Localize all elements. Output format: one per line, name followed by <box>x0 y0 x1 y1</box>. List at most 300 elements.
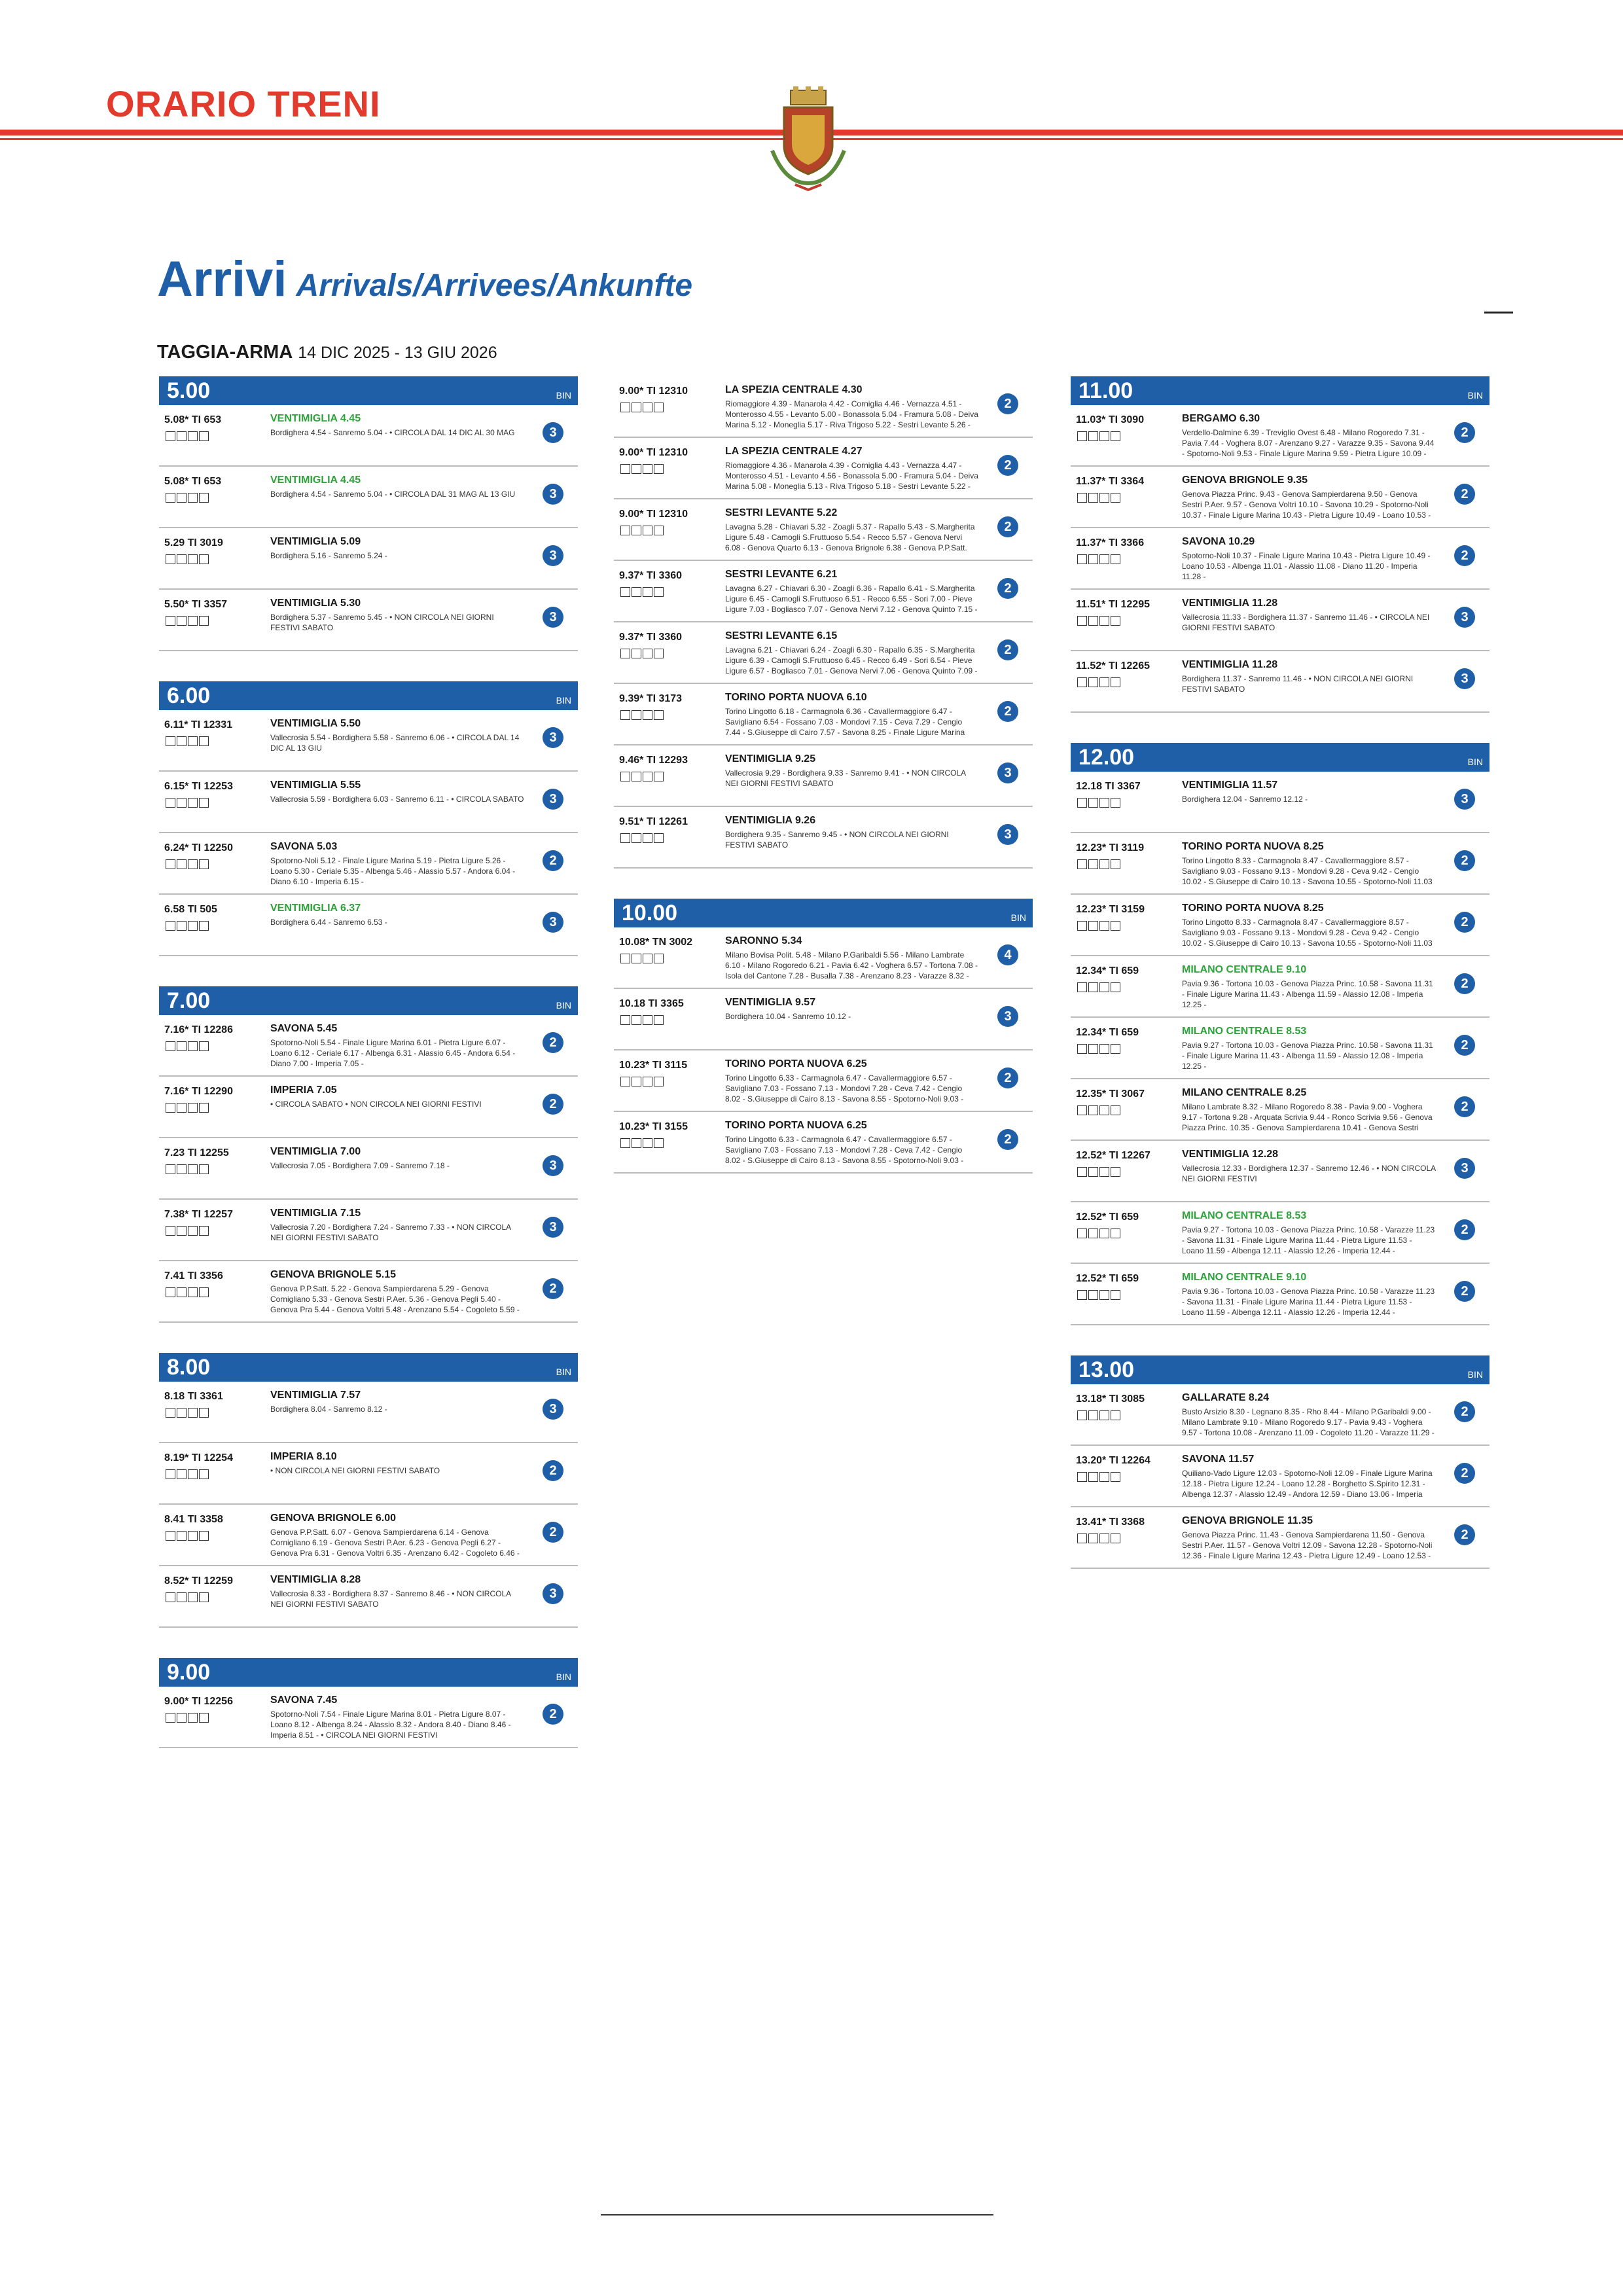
train-entry <box>614 807 1033 869</box>
service-icon <box>1111 431 1120 441</box>
arrival-time-train: 9.00* TI 12310 <box>619 509 688 520</box>
origin-station: GENOVA BRIGNOLE 6.00 <box>270 1513 397 1524</box>
service-icon <box>166 1287 175 1297</box>
service-icon <box>1077 1472 1087 1482</box>
origin-station: SAVONA 10.29 <box>1182 536 1255 547</box>
hour-label: 13.00 <box>1079 1357 1135 1382</box>
service-icon <box>1099 1105 1109 1115</box>
service-icon <box>166 431 175 441</box>
service-icon <box>1111 616 1120 626</box>
service-icons <box>1077 921 1130 936</box>
service-icon <box>166 493 175 503</box>
platform-badge: 2 <box>997 1067 1018 1088</box>
service-icons <box>166 798 218 813</box>
service-icon <box>643 710 652 720</box>
train-entry <box>1071 895 1489 956</box>
train-entry <box>159 895 578 956</box>
service-icon <box>643 403 652 412</box>
arrival-time-train: 6.11* TI 12331 <box>164 719 233 730</box>
intermediate-stops: Vallecrosia 7.05 - Bordighera 7.09 - Sanremo 7.18 - <box>270 1161 450 1170</box>
platform-badge: 3 <box>543 1217 563 1238</box>
train-entry <box>159 772 578 833</box>
intermediate-stops: Vallecrosia 5.59 - Bordighera 6.03 - Sanremo 6.11 - • CIRCOLA SABATO <box>270 795 524 804</box>
service-icon <box>177 1713 187 1723</box>
train-entry <box>1071 1446 1489 1507</box>
train-entry <box>614 745 1033 807</box>
intermediate-stops: Vallecrosia 9.29 - Bordighera 9.33 - Sanremo 9.41 - • NON CIRCOLA NEI GIORNI FESTIVI SABATO <box>725 768 966 788</box>
service-icons <box>620 1077 673 1092</box>
service-icon <box>199 1164 209 1174</box>
hour-band <box>1071 743 1489 772</box>
service-icons <box>166 921 218 936</box>
arrival-time-train: 9.37* TI 3360 <box>619 570 683 581</box>
service-icon <box>654 1138 664 1148</box>
train-entry <box>159 1505 578 1566</box>
service-icon <box>1111 1167 1120 1177</box>
hour-band <box>159 1658 578 1687</box>
intermediate-stops: Bordighera 6.44 - Sanremo 6.53 - <box>270 918 387 927</box>
service-icon <box>654 833 664 843</box>
arrival-time-train: 9.00* TI 12256 <box>164 1696 233 1707</box>
service-icon <box>166 859 175 869</box>
service-icon <box>1077 859 1087 869</box>
origin-station: MILANO CENTRALE 8.25 <box>1182 1087 1307 1098</box>
service-icon <box>177 1531 187 1541</box>
page-title: ORARIO TRENI <box>106 83 381 124</box>
origin-station: VENTIMIGLIA 5.55 <box>270 780 361 791</box>
platform-badge: 2 <box>997 639 1018 660</box>
train-entry <box>159 1261 578 1323</box>
service-icon <box>188 1408 198 1418</box>
platform-badge: 2 <box>543 1278 563 1299</box>
platform-badge: 2 <box>1454 1281 1475 1302</box>
train-entry <box>1071 1264 1489 1325</box>
service-icons <box>1077 1105 1130 1121</box>
arrival-time-train: 12.34* TI 659 <box>1076 1027 1139 1038</box>
service-icon <box>1077 1290 1087 1300</box>
service-icon <box>166 1469 175 1479</box>
intermediate-stops: Torino Lingotto 6.33 - Carmagnola 6.47 - Cavallermaggiore 6.57 - Savigliano 7.03 - Fossano 7.13 - Mondovi 7.28 - Ceva 7.42 - Cengio 8.02 - S.Giuseppe di Cairo 8.13 - Savona 8.55 - Spotorno-Noli 9.03 - <box>725 1135 964 1165</box>
service-icon <box>1099 1410 1109 1420</box>
origin-station: TORINO PORTA NUOVA 6.25 <box>725 1058 867 1069</box>
origin-station: VENTIMIGLIA 8.28 <box>270 1574 361 1585</box>
arrival-time-train: 11.37* TI 3366 <box>1076 537 1145 548</box>
footer-rule <box>601 2214 993 2215</box>
service-icon <box>188 1592 198 1602</box>
service-icon <box>177 736 187 746</box>
service-icon <box>632 833 641 843</box>
service-icons <box>166 1408 218 1423</box>
hour-label: 7.00 <box>167 988 211 1013</box>
intermediate-stops: Verdello-Dalmine 6.39 - Treviglio Ovest 6.48 - Milano Rogoredo 7.31 - Pavia 7.44 - Voghera 8.07 - Arenzano 9.27 - Varazze 9.35 - Savona 9.44 - Spotorno-Noli 9.53 - Finale Ligure Marina 9.59 - Pietra Ligure 10.09 - <box>1182 428 1435 458</box>
origin-station: TORINO PORTA NUOVA 6.10 <box>725 692 867 703</box>
service-icon <box>643 833 652 843</box>
service-icon <box>620 1138 630 1148</box>
intermediate-stops: Genova Piazza Princ. 9.43 - Genova Sampierdarena 9.50 - Genova Sestri P.Aer. 9.57 - Genova Voltri 10.10 - Savona 10.29 - Spotorno-Noli 10.37 - Finale Ligure Marina 10.43 - Pietra Ligure 10.49 - Loano 10.53 - <box>1182 490 1431 520</box>
arrival-time-train: 10.23* TI 3155 <box>619 1121 688 1132</box>
platform-badge: 2 <box>543 1094 563 1115</box>
train-entry <box>159 1077 578 1138</box>
train-entry <box>159 1443 578 1505</box>
service-icon <box>632 710 641 720</box>
service-icons <box>166 1041 218 1056</box>
train-entry <box>1071 1141 1489 1202</box>
intermediate-stops: Torino Lingotto 6.18 - Carmagnola 6.36 - Cavallermaggiore 6.47 - Savigliano 6.54 - Fossano 7.03 - Mondovi 7.15 - Ceva 7.29 - Cengio 7.44 - S.Giuseppe di Cairo 7.57 - Savona 8.25 - Finale Ligure Marina <box>725 707 965 737</box>
service-icon <box>1111 1044 1120 1054</box>
platform-badge: 2 <box>543 1032 563 1053</box>
service-icon <box>1088 677 1098 687</box>
platform-column-label: BIN <box>556 1672 571 1682</box>
hour-label: 6.00 <box>167 683 211 708</box>
hour-label: 10.00 <box>622 901 678 925</box>
service-icon <box>1111 921 1120 931</box>
service-icons <box>620 1138 673 1153</box>
origin-station: MILANO CENTRALE 9.10 <box>1182 964 1307 975</box>
service-icons <box>1077 493 1130 508</box>
origin-station: SESTRI LEVANTE 6.15 <box>725 630 838 641</box>
origin-station: VENTIMIGLIA 4.45 <box>270 413 361 424</box>
arrival-time-train: 9.46* TI 12293 <box>619 755 688 766</box>
service-icon <box>1088 798 1098 808</box>
service-icon <box>177 554 187 564</box>
service-icon <box>1088 616 1098 626</box>
service-icons <box>620 1015 673 1030</box>
service-icon <box>1077 616 1087 626</box>
service-icons <box>620 403 673 418</box>
intermediate-stops: Pavia 9.36 - Tortona 10.03 - Genova Piazza Princ. 10.58 - Varazze 11.23 - Savona 11.31 - Finale Ligure Marina 11.44 - Pietra Ligure 11.53 - Loano 11.59 - Albenga 12.11 - Alassio 12.26 - Imperia 12.44 - <box>1182 1287 1435 1317</box>
service-icon <box>1111 798 1120 808</box>
section-title <box>157 251 692 308</box>
service-icon <box>188 1469 198 1479</box>
service-icon <box>632 772 641 781</box>
arrival-time-train: 12.23* TI 3119 <box>1076 842 1145 853</box>
train-entry <box>1071 651 1489 713</box>
intermediate-stops: Bordighera 9.35 - Sanremo 9.45 - • NON CIRCOLA NEI GIORNI FESTIVI SABATO <box>725 830 949 850</box>
service-icon <box>1111 982 1120 992</box>
service-icon <box>632 1077 641 1086</box>
service-icon <box>166 736 175 746</box>
train-entry <box>159 405 578 467</box>
origin-station: VENTIMIGLIA 12.28 <box>1182 1149 1278 1160</box>
arrival-time-train: 13.18* TI 3085 <box>1076 1393 1145 1405</box>
platform-badge: 3 <box>997 1006 1018 1027</box>
platform-badge: 2 <box>1454 1219 1475 1240</box>
service-icon <box>1099 859 1109 869</box>
train-entry <box>614 622 1033 684</box>
origin-station: BERGAMO 6.30 <box>1182 413 1260 424</box>
service-icon <box>1099 921 1109 931</box>
train-entry <box>159 528 578 590</box>
hour-label: 12.00 <box>1079 745 1135 770</box>
service-icon <box>654 526 664 535</box>
platform-column-label: BIN <box>556 1367 571 1377</box>
platform-column-label: BIN <box>1467 390 1483 401</box>
service-icon <box>199 1469 209 1479</box>
service-icons <box>1077 1044 1130 1059</box>
service-icon <box>620 403 630 412</box>
arrival-time-train: 12.23* TI 3159 <box>1076 904 1145 915</box>
service-icon <box>643 1015 652 1025</box>
hour-band <box>159 376 578 405</box>
service-icons <box>620 526 673 541</box>
intermediate-stops: Spotorno-Noli 10.37 - Finale Ligure Marina 10.43 - Pietra Ligure 10.49 - Loano 10.53 - Albenga 11.01 - Alassio 11.08 - Diano 11.20 - Imperia 11.28 - <box>1182 551 1431 581</box>
service-icon <box>654 587 664 597</box>
platform-badge: 3 <box>997 824 1018 845</box>
service-icon <box>177 1592 187 1602</box>
intermediate-stops: Bordighera 5.16 - Sanremo 5.24 - <box>270 551 387 560</box>
arrival-time-train: 12.52* TI 12267 <box>1076 1150 1150 1161</box>
service-icon <box>620 587 630 597</box>
service-icons <box>166 1226 218 1241</box>
service-icon <box>188 493 198 503</box>
service-icons <box>1077 1534 1130 1549</box>
platform-badge: 3 <box>543 484 563 505</box>
service-icon <box>1111 1290 1120 1300</box>
platform-badge: 2 <box>1454 912 1475 933</box>
service-icon <box>188 1531 198 1541</box>
intermediate-stops: Vallecrosia 12.33 - Bordighera 12.37 - Sanremo 12.46 - • NON CIRCOLA NEI GIORNI FESTIVI <box>1182 1164 1436 1183</box>
section-title-main: Arrivi <box>157 251 287 307</box>
service-icon <box>166 1164 175 1174</box>
service-icon <box>1077 1105 1087 1115</box>
service-icon <box>620 833 630 843</box>
service-icon <box>177 1164 187 1174</box>
service-icon <box>1111 493 1120 503</box>
intermediate-stops: Bordighera 12.04 - Sanremo 12.12 - <box>1182 795 1308 804</box>
arrival-time-train: 9.39* TI 3173 <box>619 693 683 704</box>
platform-badge: 2 <box>1454 1401 1475 1422</box>
train-entry <box>614 1050 1033 1112</box>
service-icon <box>1077 677 1087 687</box>
service-icon <box>188 1103 198 1113</box>
service-icon <box>643 464 652 474</box>
intermediate-stops: Lavagna 6.27 - Chiavari 6.30 - Zoagli 6.36 - Rapallo 6.41 - S.Margherita Ligure 6.45 - Camogli S.Fruttuoso 6.51 - Recco 6.55 - Sori 7.00 - Pieve Ligure 7.03 - Bogliasco 7.07 - Genova Nervi 7.12 - Genova Quinto 7.15 - <box>725 584 978 614</box>
platform-badge: 2 <box>1454 1463 1475 1484</box>
arrival-time-train: 13.20* TI 12264 <box>1076 1455 1150 1466</box>
service-icon <box>643 526 652 535</box>
arrival-time-train: 8.52* TI 12259 <box>164 1575 233 1587</box>
platform-badge: 2 <box>1454 1096 1475 1117</box>
service-icon <box>632 1138 641 1148</box>
platform-badge: 2 <box>1454 1524 1475 1545</box>
divider <box>1484 312 1513 314</box>
service-icons <box>1077 1410 1130 1426</box>
arrival-time-train: 11.52* TI 12265 <box>1076 660 1150 672</box>
service-icon <box>632 954 641 963</box>
platform-badge: 3 <box>543 545 563 566</box>
platform-badge: 2 <box>1454 484 1475 505</box>
service-icon <box>1088 921 1098 931</box>
service-icon <box>166 798 175 808</box>
platform-badge: 2 <box>997 393 1018 414</box>
arrival-time-train: 10.18 TI 3365 <box>619 998 684 1009</box>
platform-badge: 3 <box>543 1583 563 1604</box>
service-icon <box>188 1041 198 1051</box>
service-icon <box>1088 431 1098 441</box>
intermediate-stops: • NON CIRCOLA NEI GIORNI FESTIVI SABATO <box>270 1466 440 1475</box>
service-icons <box>620 710 673 725</box>
arrival-time-train: 7.16* TI 12290 <box>164 1086 233 1097</box>
service-icon <box>1088 554 1098 564</box>
train-entry <box>159 467 578 528</box>
service-icons <box>1077 1472 1130 1487</box>
service-icon <box>199 1226 209 1236</box>
train-entry <box>1071 1384 1489 1446</box>
origin-station: MILANO CENTRALE 8.53 <box>1182 1210 1307 1221</box>
arrival-time-train: 11.37* TI 3364 <box>1076 476 1145 487</box>
origin-station: SAVONA 5.03 <box>270 841 338 852</box>
train-entry <box>614 499 1033 561</box>
arrival-time-train: 7.16* TI 12286 <box>164 1024 233 1035</box>
intermediate-stops: Milano Bovisa Polit. 5.48 - Milano P.Garibaldi 5.56 - Milano Lambrate 6.10 - Milano Rogoredo 6.21 - Pavia 6.42 - Voghera 6.57 - Tortona 7.08 - Isola del Cantone 7.28 - Busalla 7.38 - Arenzano 8.23 - Varazze 8.32 - <box>725 950 978 980</box>
origin-station: TORINO PORTA NUOVA 6.25 <box>725 1120 867 1131</box>
hour-label: 9.00 <box>167 1660 211 1685</box>
service-icon <box>166 1531 175 1541</box>
service-icon <box>177 1103 187 1113</box>
service-icon <box>188 798 198 808</box>
service-icon <box>188 1226 198 1236</box>
origin-station: GENOVA BRIGNOLE 11.35 <box>1182 1515 1313 1526</box>
train-entry <box>614 684 1033 745</box>
origin-station: VENTIMIGLIA 7.00 <box>270 1146 361 1157</box>
service-icon <box>1088 493 1098 503</box>
service-icons <box>1077 1167 1130 1182</box>
arrival-time-train: 12.52* TI 659 <box>1076 1211 1139 1223</box>
service-icons <box>166 859 218 874</box>
service-icon <box>620 464 630 474</box>
intermediate-stops: Spotorno-Noli 5.12 - Finale Ligure Marina 5.19 - Pietra Ligure 5.26 - Loano 5.30 - Ceriale 5.35 - Albenga 5.46 - Alassio 5.57 - Andora 6.04 - Diano 6.10 - Imperia 6.15 - <box>270 856 516 886</box>
platform-column-label: BIN <box>1467 757 1483 767</box>
platform-badge: 2 <box>1454 422 1475 443</box>
service-icon <box>1111 1229 1120 1238</box>
service-icon <box>177 1469 187 1479</box>
train-entry <box>1071 1202 1489 1264</box>
service-icons <box>1077 1229 1130 1244</box>
intermediate-stops: Vallecrosia 11.33 - Bordighera 11.37 - Sanremo 11.46 - • CIRCOLA NEI GIORNI FESTIVI SABATO <box>1182 613 1430 632</box>
service-icons <box>620 464 673 479</box>
arrival-time-train: 5.50* TI 3357 <box>164 599 228 610</box>
arrival-time-train: 10.08* TN 3002 <box>619 937 693 948</box>
service-icon <box>1077 982 1087 992</box>
section-title-subtitle: Arrivals/Arrivees/Ankunfte <box>296 268 693 303</box>
service-icon <box>188 859 198 869</box>
platform-badge: 2 <box>1454 1035 1475 1056</box>
intermediate-stops: Bordighera 11.37 - Sanremo 11.46 - • NON CIRCOLA NEI GIORNI FESTIVI SABATO <box>1182 674 1414 694</box>
origin-station: GENOVA BRIGNOLE 5.15 <box>270 1269 397 1280</box>
service-icon <box>632 403 641 412</box>
service-icon <box>199 1408 209 1418</box>
origin-station: VENTIMIGLIA 11.28 <box>1182 659 1278 670</box>
platform-column-label: BIN <box>1010 912 1026 923</box>
service-icon <box>1077 1229 1087 1238</box>
service-icon <box>199 859 209 869</box>
train-entry <box>614 1112 1033 1174</box>
platform-badge: 2 <box>997 516 1018 537</box>
service-icon <box>643 587 652 597</box>
service-icon <box>620 1015 630 1025</box>
origin-station: VENTIMIGLIA 5.50 <box>270 718 361 729</box>
service-icon <box>643 954 652 963</box>
train-entry <box>1071 405 1489 467</box>
service-icons <box>166 1287 218 1302</box>
service-icon <box>188 1713 198 1723</box>
train-entry <box>159 710 578 772</box>
origin-station: VENTIMIGLIA 5.30 <box>270 598 361 609</box>
arrival-time-train: 6.58 TI 505 <box>164 904 217 915</box>
service-icon <box>632 649 641 658</box>
platform-badge: 3 <box>543 422 563 443</box>
service-icon <box>1099 798 1109 808</box>
arrival-time-train: 9.37* TI 3360 <box>619 632 683 643</box>
platform-column-label: BIN <box>1467 1369 1483 1380</box>
train-entry <box>1071 1079 1489 1141</box>
service-icon <box>1111 1410 1120 1420</box>
origin-station: MILANO CENTRALE 8.53 <box>1182 1026 1307 1037</box>
service-icon <box>166 1408 175 1418</box>
service-icons <box>620 954 673 969</box>
intermediate-stops: Spotorno-Noli 7.54 - Finale Ligure Marina 8.01 - Pietra Ligure 8.07 - Loano 8.12 - Albenga 8.24 - Alassio 8.32 - Andora 8.40 - Diano 8.46 - Imperia 8.51 - • CIRCOLA NEI GIORNI FESTIVI <box>270 1710 511 1740</box>
service-icon <box>1077 1044 1087 1054</box>
platform-badge: 3 <box>543 912 563 933</box>
service-icon <box>188 1287 198 1297</box>
train-entry <box>1071 528 1489 590</box>
arrival-time-train: 6.15* TI 12253 <box>164 781 233 792</box>
service-icon <box>1099 1472 1109 1482</box>
arrival-time-train: 5.08* TI 653 <box>164 414 222 425</box>
service-icons <box>166 1103 218 1118</box>
service-icon <box>620 1077 630 1086</box>
service-icons <box>1077 431 1130 446</box>
platform-badge: 2 <box>997 578 1018 599</box>
service-icon <box>1099 431 1109 441</box>
origin-station: VENTIMIGLIA 11.57 <box>1182 780 1278 791</box>
service-icons <box>166 431 218 446</box>
service-icon <box>199 1531 209 1541</box>
platform-badge: 2 <box>543 850 563 871</box>
arrival-time-train: 12.52* TI 659 <box>1076 1273 1139 1284</box>
train-entry <box>1071 833 1489 895</box>
service-icon <box>177 921 187 931</box>
service-icon <box>1088 982 1098 992</box>
intermediate-stops: Bordighera 10.04 - Sanremo 10.12 - <box>725 1012 851 1021</box>
service-icon <box>620 954 630 963</box>
service-icon <box>654 1077 664 1086</box>
train-entry <box>614 438 1033 499</box>
timetable-column <box>1071 376 1489 1569</box>
arrival-time-train: 7.41 TI 3356 <box>164 1270 223 1282</box>
train-entry <box>614 376 1033 438</box>
service-icon <box>1088 1534 1098 1543</box>
service-icon <box>620 649 630 658</box>
service-icon <box>1099 616 1109 626</box>
origin-station: VENTIMIGLIA 6.37 <box>270 903 361 914</box>
arrival-time-train: 10.23* TI 3115 <box>619 1060 688 1071</box>
service-icon <box>199 1041 209 1051</box>
service-icon <box>166 1103 175 1113</box>
hour-label: 5.00 <box>167 378 211 403</box>
intermediate-stops: Vallecrosia 8.33 - Bordighera 8.37 - Sanremo 8.46 - • NON CIRCOLA NEI GIORNI FESTIVI SABATO <box>270 1589 511 1609</box>
origin-station: TORINO PORTA NUOVA 8.25 <box>1182 841 1324 852</box>
service-icon <box>620 772 630 781</box>
origin-station: TORINO PORTA NUOVA 8.25 <box>1182 903 1324 914</box>
service-icon <box>1077 921 1087 931</box>
timetable-column <box>614 376 1033 1174</box>
arrival-time-train: 12.18 TI 3367 <box>1076 781 1141 792</box>
service-icons <box>1077 982 1130 997</box>
intermediate-stops: • CIRCOLA SABATO • NON CIRCOLA NEI GIORNI FESTIVI <box>270 1100 482 1109</box>
platform-badge: 2 <box>1454 545 1475 566</box>
town-crest-icon <box>759 85 857 196</box>
